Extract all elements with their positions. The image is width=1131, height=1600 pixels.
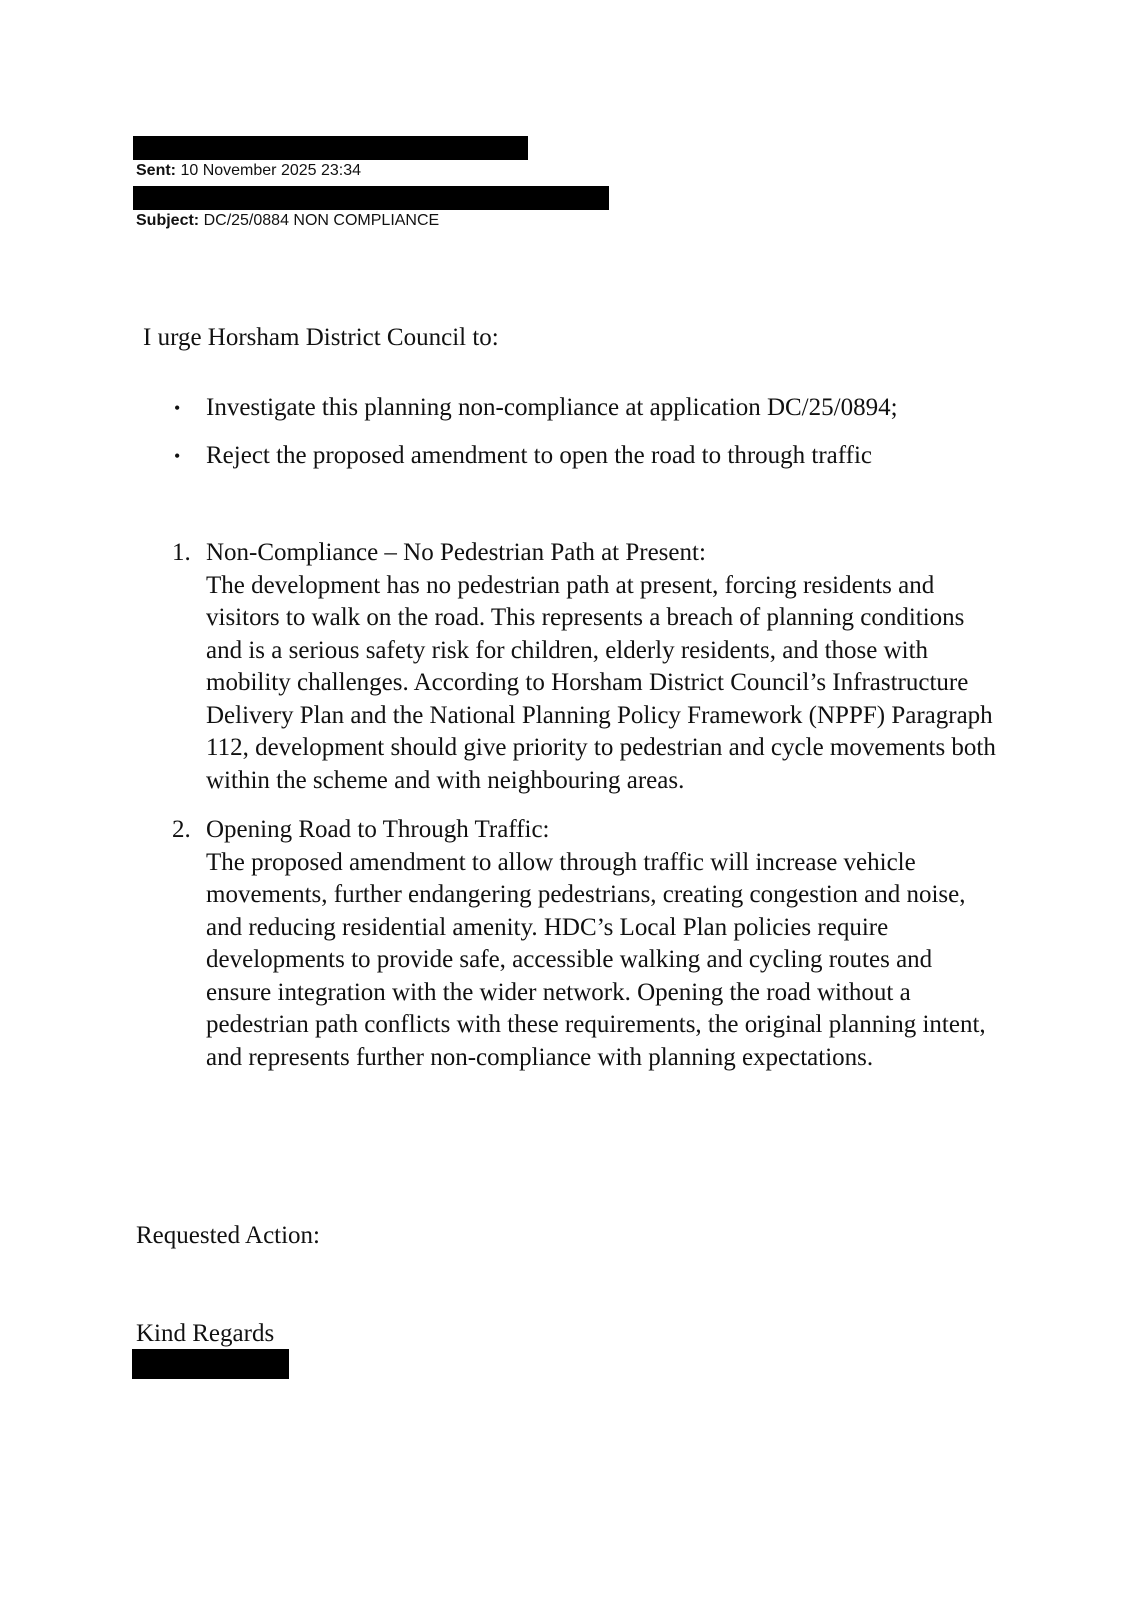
sent-line — [136, 161, 361, 181]
point-heading: Non-Compliance – No Pedestrian Path at Present: — [206, 539, 706, 566]
point-body: The development has no pedestrian path at present, forcing residents and visitors to walk on the road. This represents a breach of planning conditions and is a serious safety risk for children, elderly residents, and those with mobility challenges. According to Horsham District Council’s Infrastructure Delivery Plan and the National Planning Policy Framework (NPPF) Paragraph 112, development should give priority to pedestrian and cycle movements both within the scheme and with neighbouring areas. — [206, 571, 996, 794]
subject-value: DC/25/0884 NON COMPLIANCE — [203, 212, 440, 229]
requested-action-label: Requested Action: — [136, 1222, 320, 1249]
intro-text: I urge Horsham District Council to: — [143, 324, 499, 351]
list-item — [160, 392, 898, 440]
subject-label: Subject: — [136, 212, 200, 229]
point-number: 2. — [172, 816, 191, 843]
redacted-to-line — [133, 186, 609, 210]
point-item — [160, 537, 1000, 797]
sent-value: 10 November 2025 23:34 — [180, 162, 362, 179]
sign-off: Kind Regards — [136, 1320, 275, 1347]
point-number: 1. — [172, 539, 191, 566]
bullet-text: Reject the proposed amendment to open the road to through traffic — [206, 442, 873, 469]
bullet-icon: • — [174, 446, 181, 466]
subject-line — [136, 211, 439, 231]
numbered-points — [160, 537, 1000, 1074]
redacted-signature — [132, 1349, 289, 1379]
sent-label: Sent: — [136, 162, 176, 179]
point-body: The proposed amendment to allow through traffic will increase vehicle movements, further endangering pedestrians, creating congestion and noise, and reducing residential amenity. HDC’s Local Plan policies require developments to provide safe, accessible walking and cycling routes and ensure integration with the wider network. Opening the road without a pedestrian path conflicts with these requirements, the original planning intent, and represents further non-compliance with planning expectations. — [206, 848, 986, 1071]
point-heading: Opening Road to Through Traffic: — [206, 816, 550, 843]
bullet-text: Investigate this planning non-compliance at application DC/25/0894; — [206, 394, 898, 421]
redacted-from-line — [133, 136, 528, 160]
list-item — [160, 440, 898, 488]
point-item — [160, 814, 1000, 1074]
request-bullet-list — [160, 392, 898, 488]
bullet-icon: • — [174, 398, 181, 418]
